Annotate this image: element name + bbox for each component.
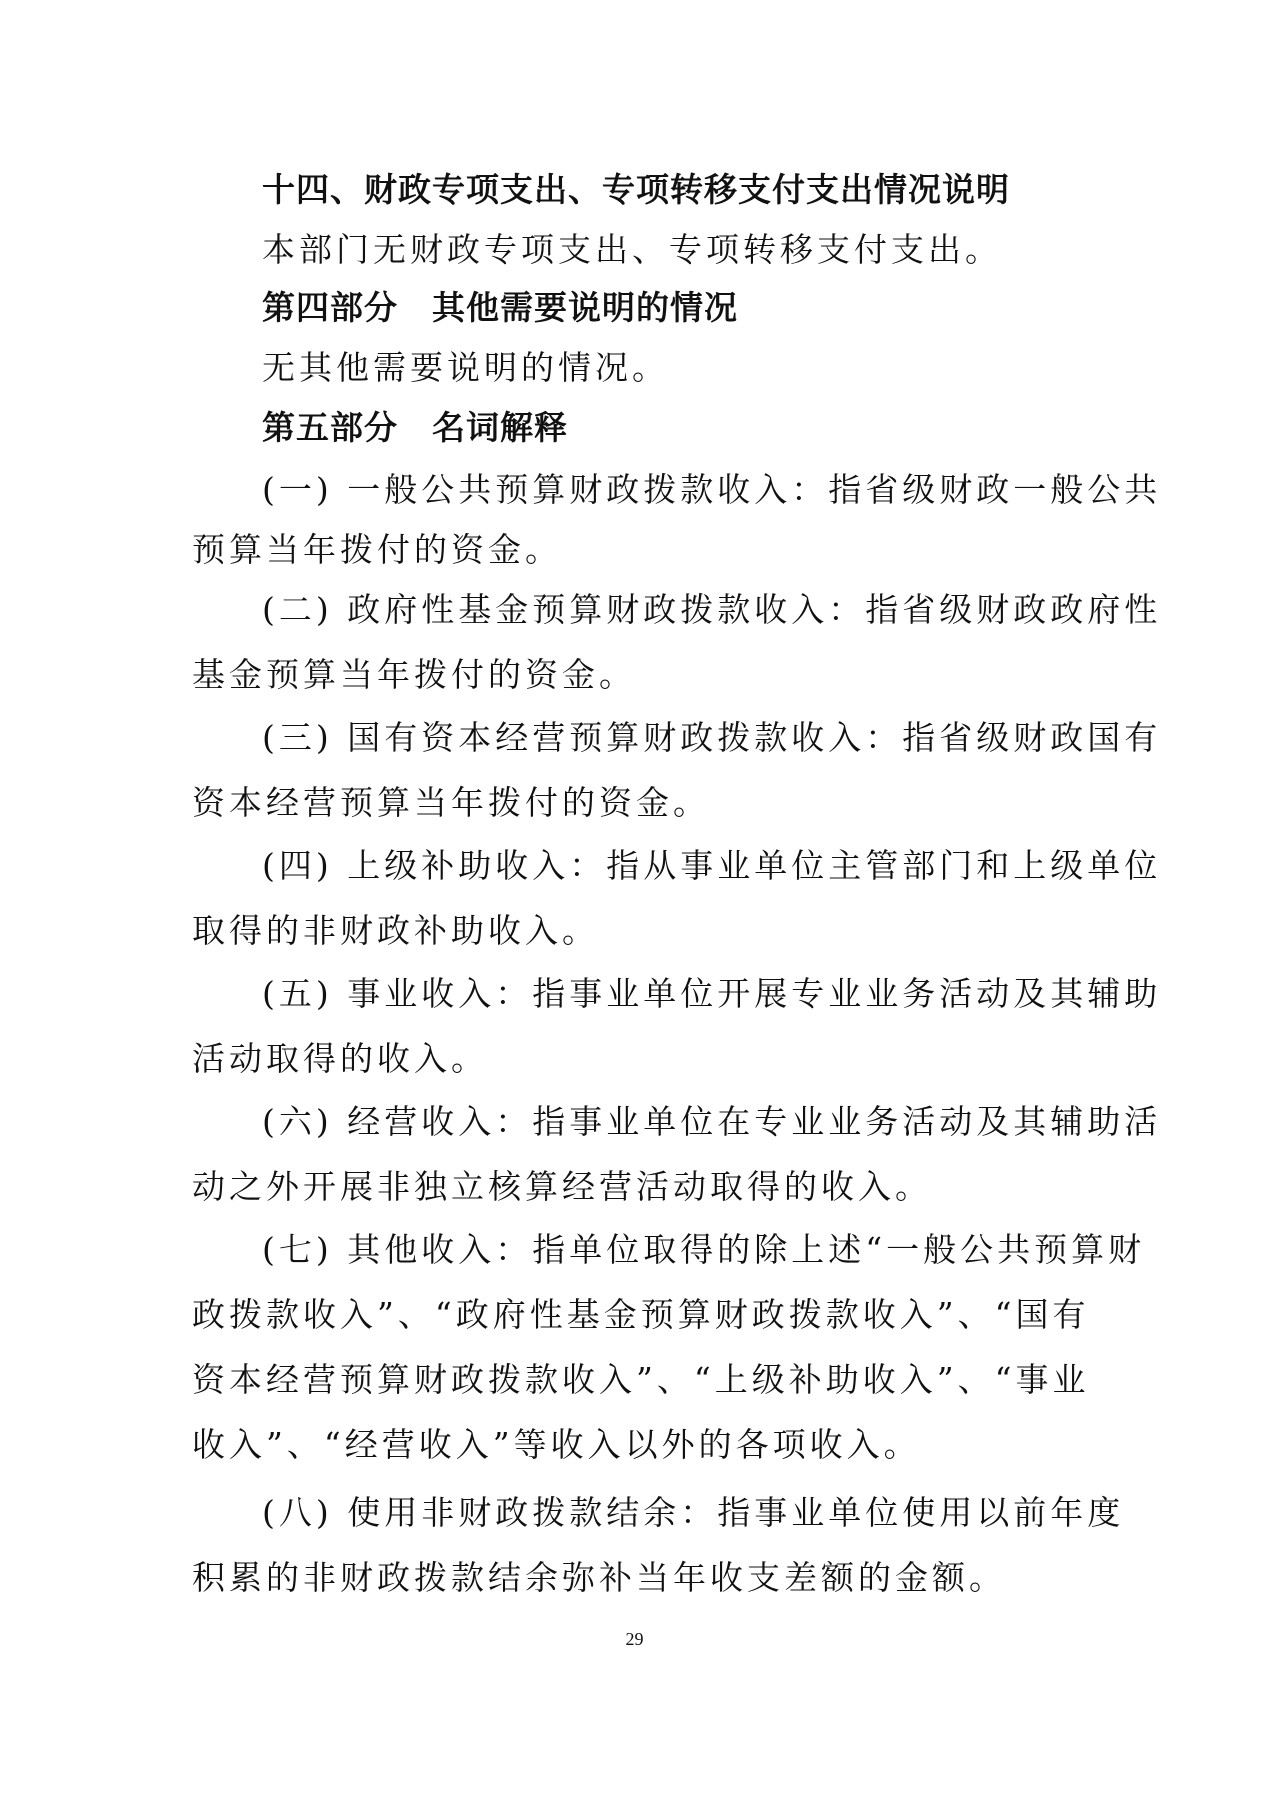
definition-line: (四) 上级补助收入：指从事业单位主管部门和上级单位 bbox=[262, 846, 1162, 885]
definition-line: 动之外开展非独立核算经营活动取得的收入。 bbox=[192, 1167, 932, 1206]
part-heading: 第四部分 其他需要说明的情况 bbox=[262, 288, 738, 327]
definition-line: 取得的非财政补助收入。 bbox=[192, 911, 599, 950]
definition-line: (六) 经营收入：指事业单位在专业业务活动及其辅助活 bbox=[262, 1102, 1162, 1141]
section-heading: 十四、财政专项支出、专项转移支付支出情况说明 bbox=[262, 170, 1010, 209]
paragraph-text: 无其他需要说明的情况。 bbox=[262, 348, 669, 387]
definition-line: (八) 使用非财政拨款结余：指事业单位使用以前年度 bbox=[262, 1493, 1125, 1532]
definition-line: 资本经营预算当年拨付的资金。 bbox=[192, 783, 710, 822]
definition-line: 活动取得的收入。 bbox=[192, 1039, 488, 1078]
page-number: 29 bbox=[625, 1629, 644, 1649]
definition-line: (七) 其他收入：指单位取得的除上述“一般公共预算财 bbox=[262, 1230, 1146, 1269]
definition-line: 政拨款收入”、“政府性基金预算财政拨款收入”、“国有 bbox=[192, 1295, 1090, 1334]
definition-line: 资本经营预算财政拨款收入”、“上级补助收入”、“事业 bbox=[192, 1360, 1090, 1399]
definition-line: (一) 一般公共预算财政拨款收入：指省级财政一般公共 bbox=[262, 470, 1162, 509]
definition-line: (五) 事业收入：指事业单位开展专业业务活动及其辅助 bbox=[262, 974, 1162, 1013]
definition-line: (二) 政府性基金预算财政拨款收入：指省级财政政府性 bbox=[262, 590, 1162, 629]
paragraph-text: 本部门无财政专项支出、专项转移支付支出。 bbox=[262, 230, 1002, 269]
part-heading: 第五部分 名词解释 bbox=[262, 408, 568, 447]
definition-line: (三) 国有资本经营预算财政拨款收入：指省级财政国有 bbox=[262, 718, 1162, 757]
definition-line: 预算当年拨付的资金。 bbox=[192, 530, 562, 569]
definition-line: 基金预算当年拨付的资金。 bbox=[192, 655, 636, 694]
definition-line: 积累的非财政拨款结余弥补当年收支差额的金额。 bbox=[192, 1558, 1006, 1597]
definition-line: 收入”、“经营收入”等收入以外的各项收入。 bbox=[192, 1425, 921, 1464]
